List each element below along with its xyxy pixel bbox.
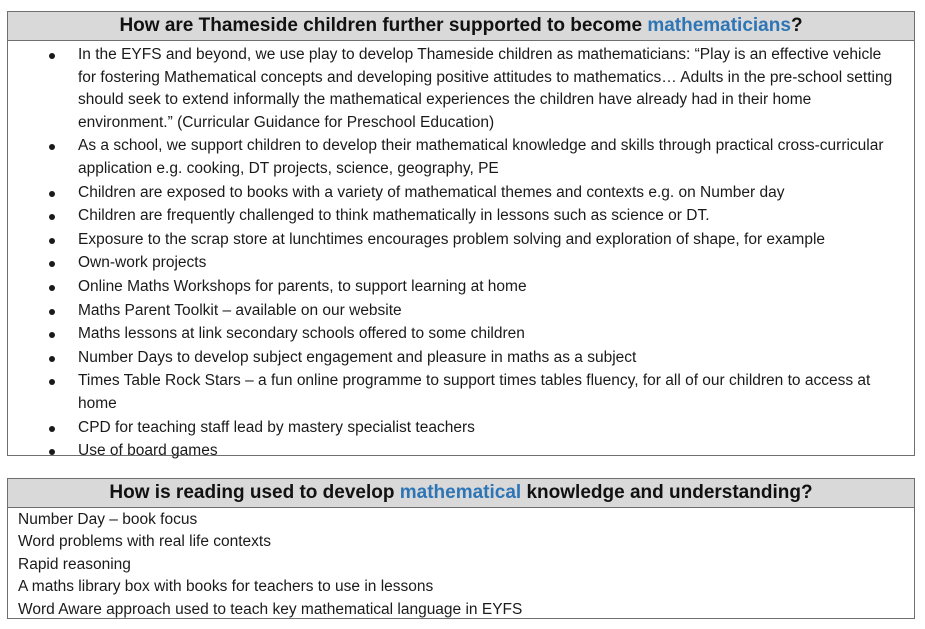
list-item-text: Children are frequently challenged to think mathematically in lessons such as science or DT. xyxy=(78,207,710,225)
list-item-text: Children are exposed to books with a variety of mathematical themes and contexts e.g. on Number day xyxy=(78,183,785,201)
support-section-heading xyxy=(8,12,914,41)
list-item xyxy=(8,135,914,180)
bullet-icon xyxy=(49,449,55,455)
reading-list xyxy=(8,508,914,621)
list-item xyxy=(8,417,914,440)
list-item xyxy=(8,323,914,346)
heading-text-end: ? xyxy=(790,15,803,36)
bullet-icon xyxy=(49,53,55,59)
list-item-text: Times Table Rock Stars – a fun online programme to support times tables fluency, for all of our children to access at home xyxy=(78,372,871,412)
list-item-text: CPD for teaching staff lead by mastery specialist teachers xyxy=(78,418,475,436)
list-item xyxy=(8,252,914,275)
heading-text-end: knowledge and understanding? xyxy=(521,482,813,503)
reading-section xyxy=(7,478,915,619)
bullet-icon xyxy=(49,356,55,362)
bullet-icon xyxy=(49,285,55,291)
list-item: A maths library box with books for teachers to use in lessons xyxy=(18,578,434,596)
list-item xyxy=(8,370,914,415)
list-item xyxy=(8,44,914,134)
bullet-icon xyxy=(49,144,55,150)
list-item xyxy=(8,182,914,205)
list-item: Word problems with real life contexts xyxy=(18,533,271,551)
list-item xyxy=(8,229,914,252)
list-item xyxy=(8,347,914,370)
list-item-text: Use of board games xyxy=(78,442,218,460)
bullet-icon xyxy=(49,379,55,385)
list-item xyxy=(8,440,914,463)
list-item-text: Maths Parent Toolkit – available on our website xyxy=(78,301,402,319)
bullet-icon xyxy=(49,332,55,338)
heading-highlight: mathematical xyxy=(399,482,522,503)
list-item xyxy=(8,205,914,228)
bullet-icon xyxy=(49,214,55,220)
bullet-icon xyxy=(49,309,55,315)
bullet-icon xyxy=(49,191,55,197)
list-item xyxy=(8,300,914,323)
heading-text-start: How are Thameside children further supported to become xyxy=(119,15,648,36)
list-item-text: Exposure to the scrap store at lunchtimes encourages problem solving and exploration of shape, for example xyxy=(78,230,826,248)
heading-text-start: How is reading used to develop xyxy=(109,482,400,503)
list-item-text: Maths lessons at link secondary schools offered to some children xyxy=(78,325,525,343)
support-bullet-list xyxy=(8,41,914,463)
reading-section-heading xyxy=(8,479,914,508)
heading-highlight: mathematicians xyxy=(647,15,791,36)
bullet-icon xyxy=(49,261,55,267)
support-section xyxy=(7,11,915,460)
list-item-text: As a school, we support children to develop their mathematical knowledge and skills through practical cross-curricular application e.g. cooking, DT projects, science, geography, PE xyxy=(78,137,884,177)
list-item: Word Aware approach used to teach key mathematical language in EYFS xyxy=(18,600,523,618)
list-item: Rapid reasoning xyxy=(18,555,131,573)
list-item-text: Number Days to develop subject engagement and pleasure in maths as a subject xyxy=(78,348,637,366)
list-item: Number Day – book focus xyxy=(18,511,198,528)
list-item-text: Own-work projects xyxy=(78,254,207,272)
bullet-icon xyxy=(49,426,55,432)
bullet-icon xyxy=(49,238,55,244)
list-item-text: In the EYFS and beyond, we use play to develop Thameside children as mathematicians: “Play is an effective vehicle for fostering Mathematical concepts and developing positive attitudes to mathematics… Adults in the pre-school setting should seek to extend informally the mathematical experiences the children have already had in their home environment.” (Curricular Guidance for Preschool Education) xyxy=(78,46,893,131)
list-item-text: Online Maths Workshops for parents, to support learning at home xyxy=(78,277,527,295)
list-item xyxy=(8,276,914,299)
